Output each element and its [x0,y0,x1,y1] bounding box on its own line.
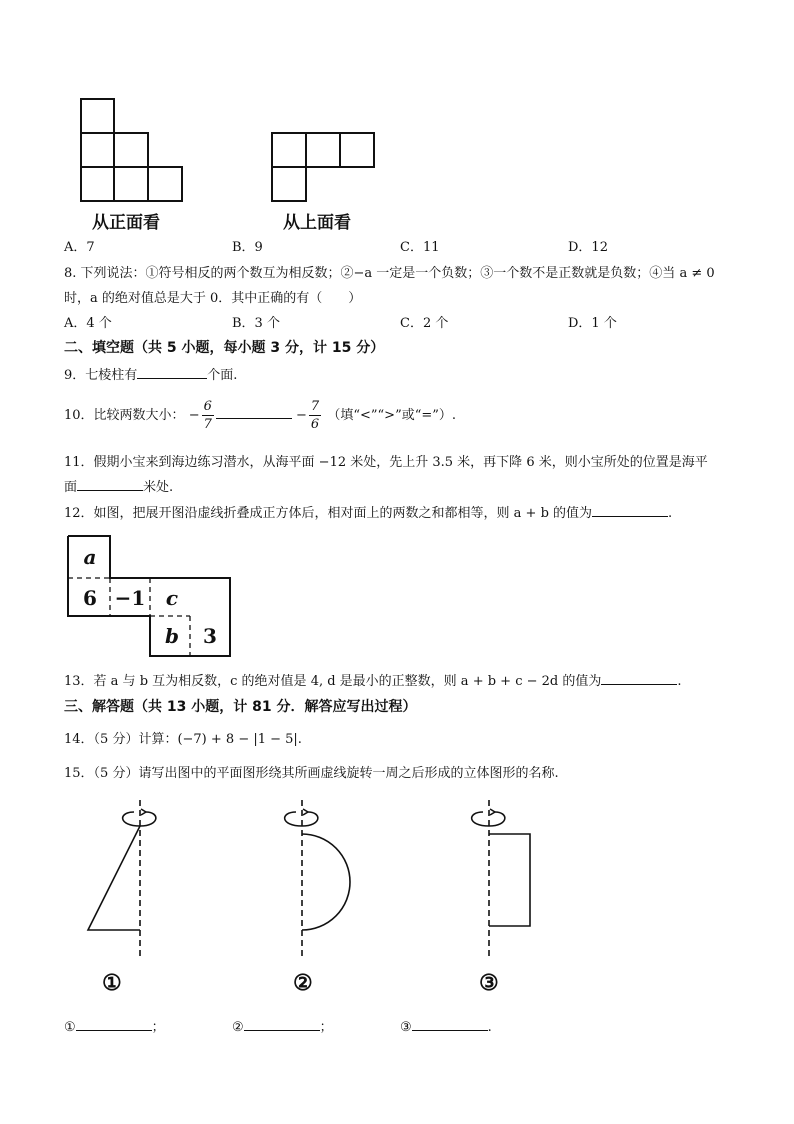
q8-choice-c[interactable]: C．2 个 [400,316,449,331]
q15-answer-2-label: ② [232,1020,244,1035]
q7-choice-d[interactable]: D．12 [568,240,608,255]
figure-label-3: ③ [479,970,499,996]
q7-choice-a[interactable]: A．7 [64,240,95,255]
q15-answer-1-sep: ； [151,1020,165,1035]
q15-answer-1 [64,1016,165,1035]
q10-suffix: （填“<”“>”或“=”）. [327,408,457,423]
section-3-heading: 三、解答题（共 13 小题，计 81 分．解答应写出过程） [64,699,417,715]
q8-choice-d[interactable]: D．1 个 [568,316,617,331]
net-cell-a: a [83,545,97,569]
q11-text-before: 面 [64,480,78,495]
q13-text-after: . [677,674,682,689]
section-2-heading: 二、填空题（共 5 小题，每小题 3 分，计 15 分） [64,340,385,356]
net-cell-neg1: −1 [114,586,146,610]
net-cell-6: 6 [83,586,97,610]
rotation-figure-3 [472,800,530,960]
q8-choice-b[interactable]: B．3 个 [232,316,280,331]
q10-frac2-den: 6 [310,417,320,432]
q8-choice-a[interactable]: A．4 个 [64,316,112,331]
rotation-figure-1 [88,800,156,960]
q15-answer-1-blank[interactable] [76,1016,152,1031]
q15-answer-1-label: ① [64,1020,76,1035]
q15-answer-2 [232,1016,333,1035]
figure-label-2: ② [293,970,313,996]
figure-label-1: ① [102,970,122,996]
net-cell-b: b [165,624,179,648]
q10-frac2-num: 7 [310,399,320,414]
q15-answer-3-label: ③ [400,1020,412,1035]
q15-answer-3-end: . [487,1020,492,1035]
q14: 14．（5 分）计算：(−7) + 8 − |1 − 5|. [64,732,302,747]
q15-answer-3-blank[interactable] [412,1016,488,1031]
q10-frac1-den: 7 [203,417,212,432]
q10-prefix: 10．比较两数大小： [64,408,185,423]
q12-text: 12．如图，把展开图沿虚线折叠成正方体后，相对面上的两数之和都相等，则 a + b 的值为 [64,506,593,521]
q15-answer-3 [400,1016,492,1035]
q10-minus-1: − [188,408,200,423]
q7-choice-c[interactable]: C．11 [400,240,440,255]
q15-answer-2-sep: ； [319,1020,333,1035]
q15-answer-2-blank[interactable] [244,1016,320,1031]
q13-text: 13．若 a 与 b 互为相反数，c 的绝对值是 4, d 是最小的正整数，则 a + b + c − 2d 的值为 [64,674,602,689]
q8-line1: 8. 下列说法：①符号相反的两个数互为相反数；②−a 一定是一个负数；③一个数不是正数就是负数；④当 a ≠ 0 [64,266,715,281]
q12-text-after: . [668,506,673,521]
q9-text-after: 个面. [207,368,238,383]
q7-choice-b[interactable]: B．9 [232,240,263,255]
q10-frac1-num: 6 [203,399,212,414]
q11-line1: 11．假期小宝来到海边练习潜水，从海平面 −12 米处，先上升 3.5 米，再下降 6 米，则小宝所处的位置是海平 [64,455,708,470]
front-view-caption: 从正面看 [92,213,160,233]
rotation-figure-2 [285,800,350,960]
top-view-caption: 从上面看 [283,213,351,233]
net-cell-3: 3 [203,624,217,648]
net-cell-c: c [165,586,179,610]
q8-line2: 时，a 的绝对值总是大于 0．其中正确的有（ ） [64,291,362,306]
q11-text-after: 米处. [143,480,174,495]
q9-text-before: 9．七棱柱有 [64,368,138,383]
q10-minus-2: − [296,408,307,423]
q15: 15．（5 分）请写出图中的平面图形绕其所画虚线旋转一周之后形成的立体图形的名称. [64,766,559,781]
